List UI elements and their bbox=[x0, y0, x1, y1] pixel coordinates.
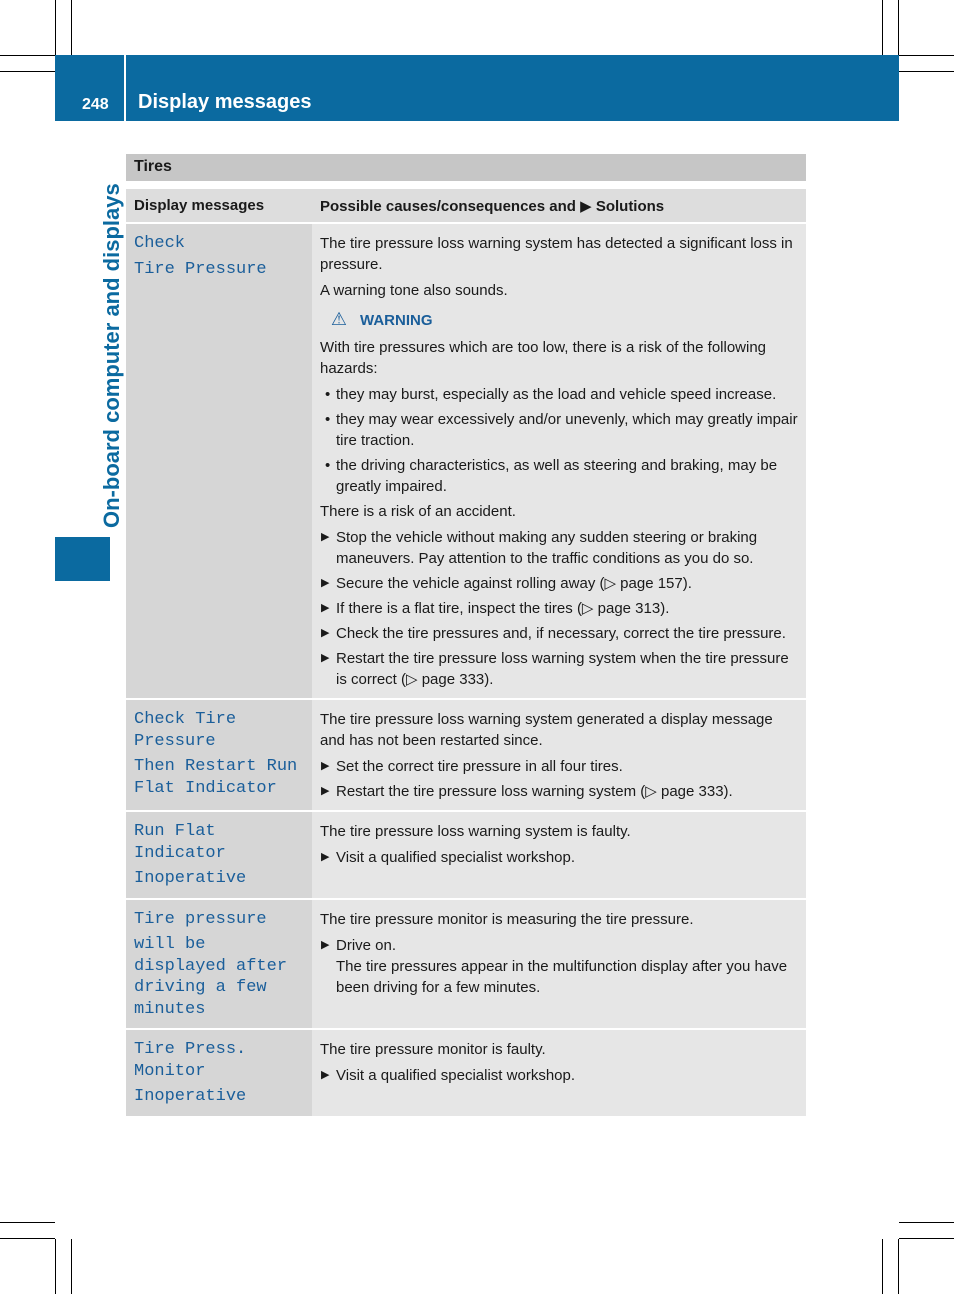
crop-mark bbox=[899, 71, 954, 72]
display-message-line: Check bbox=[134, 234, 186, 253]
display-message-cell bbox=[126, 899, 312, 1030]
crop-mark bbox=[55, 0, 56, 55]
solution-step: ▶ If there is a flat tire, inspect the tires (▷ page 313). bbox=[320, 598, 800, 619]
display-messages-table bbox=[126, 189, 806, 1116]
solution-step: ▶ Restart the tire pressure loss warning system (▷ page 333). bbox=[320, 781, 800, 802]
risk-text: There is a risk of an accident. bbox=[320, 503, 516, 520]
table-title-band bbox=[126, 154, 806, 181]
table-row bbox=[126, 1029, 806, 1116]
crop-mark bbox=[882, 1239, 883, 1294]
cause-text: A warning tone also sounds. bbox=[320, 282, 508, 299]
display-message-line: Inoperative bbox=[134, 1087, 247, 1106]
hazard-bullet: • the driving characteristics, as well as steering and braking, may be greatly impaired. bbox=[320, 455, 800, 497]
solution-step: ▶ Visit a qualified specialist workshop. bbox=[320, 1065, 800, 1086]
header-divider bbox=[124, 55, 126, 121]
causes-cell bbox=[312, 899, 806, 1030]
display-message-cell bbox=[126, 811, 312, 899]
solution-step: ▶ Check the tire pressures and, if necessary, correct the tire pressure. bbox=[320, 623, 800, 644]
causes-cell bbox=[312, 811, 806, 899]
display-message-line: will be displayed after driving a few minutes bbox=[134, 935, 288, 1019]
crop-mark bbox=[0, 55, 55, 56]
display-message-cell bbox=[126, 223, 312, 699]
solution-step bbox=[320, 935, 800, 998]
solution-step: ▶ Secure the vehicle against rolling away (▷ page 157). bbox=[320, 573, 800, 594]
solution-step: ▶ Visit a qualified specialist workshop. bbox=[320, 847, 800, 868]
display-message-line: Then Restart Run Flat Indicator bbox=[134, 757, 298, 798]
crop-mark bbox=[898, 0, 899, 55]
crop-mark bbox=[0, 1238, 55, 1239]
crop-mark bbox=[71, 1239, 72, 1294]
causes-cell bbox=[312, 223, 806, 699]
display-message-cell bbox=[126, 1029, 312, 1116]
display-message-line: Tire Pressure bbox=[134, 259, 267, 279]
crop-mark bbox=[882, 0, 883, 55]
table-row bbox=[126, 899, 806, 1030]
solution-step: ▶ Stop the vehicle without making any sudden steering or braking maneuvers. Pay attention to the traffic conditions as you do so. bbox=[320, 527, 800, 569]
crop-mark bbox=[898, 1239, 899, 1294]
page-number: 248 bbox=[82, 96, 109, 113]
display-message-line: Tire pressure bbox=[134, 909, 267, 929]
crop-mark bbox=[71, 0, 72, 55]
crop-mark bbox=[899, 1238, 954, 1239]
cause-text: The tire pressure loss warning system has detected a significant loss in pressure. bbox=[320, 235, 793, 273]
warning-text: With tire pressures which are too low, there is a risk of the following hazards: bbox=[320, 339, 767, 377]
cause-text: The tire pressure monitor is measuring the tire pressure. bbox=[320, 910, 694, 928]
solution-step: ▶ Set the correct tire pressure in all four tires. bbox=[320, 756, 800, 777]
crop-mark bbox=[0, 71, 55, 72]
crop-mark bbox=[0, 1222, 55, 1223]
section-title: Display messages bbox=[138, 91, 312, 113]
causes-cell bbox=[312, 1029, 806, 1116]
hazard-bullet: • they may wear excessively and/or unevenly, which may greatly impair tire traction. bbox=[320, 409, 800, 451]
display-message-line: Run Flat Indicator bbox=[134, 822, 226, 863]
crop-mark bbox=[899, 1222, 954, 1223]
table-title: Tires bbox=[134, 158, 172, 175]
warning-heading bbox=[320, 309, 800, 331]
solution-step-detail: The tire pressures appear in the multifunction display after you have been driving for a few minutes. bbox=[336, 957, 788, 996]
table-row bbox=[126, 699, 806, 811]
table-row bbox=[126, 223, 806, 699]
cause-text: The tire pressure loss warning system generated a display message and has not been restarted since. bbox=[320, 711, 773, 749]
display-message-line: Check Tire Pressure bbox=[134, 710, 237, 751]
chapter-label: On-board computer and displays bbox=[99, 183, 124, 528]
crop-mark bbox=[899, 55, 954, 56]
solution-step-title: Drive on. bbox=[336, 936, 397, 954]
col-header-display-messages: Display messages bbox=[126, 189, 312, 223]
table-header-row bbox=[126, 189, 806, 223]
cause-text: The tire pressure loss warning system is faulty. bbox=[320, 823, 631, 840]
display-message-line: Tire Press. Monitor bbox=[134, 1040, 247, 1081]
hazard-bullet: • they may burst, especially as the load and vehicle speed increase. bbox=[320, 384, 800, 405]
solution-step: ▶ Restart the tire pressure loss warning system when the tire pressure is correct (▷ page 333). bbox=[320, 648, 800, 690]
table-row bbox=[126, 811, 806, 899]
display-message-line: Inoperative bbox=[134, 869, 247, 888]
warning-triangle-icon: ⚠ bbox=[330, 309, 348, 329]
cause-text: The tire pressure monitor is faulty. bbox=[320, 1041, 546, 1058]
chapter-tab bbox=[55, 537, 110, 581]
col-header-causes-solutions: Possible causes/consequences and ▶ Solutions bbox=[312, 189, 806, 223]
causes-cell bbox=[312, 699, 806, 811]
display-message-cell bbox=[126, 699, 312, 811]
warning-label: WARNING bbox=[360, 312, 433, 329]
crop-mark bbox=[55, 1239, 56, 1294]
